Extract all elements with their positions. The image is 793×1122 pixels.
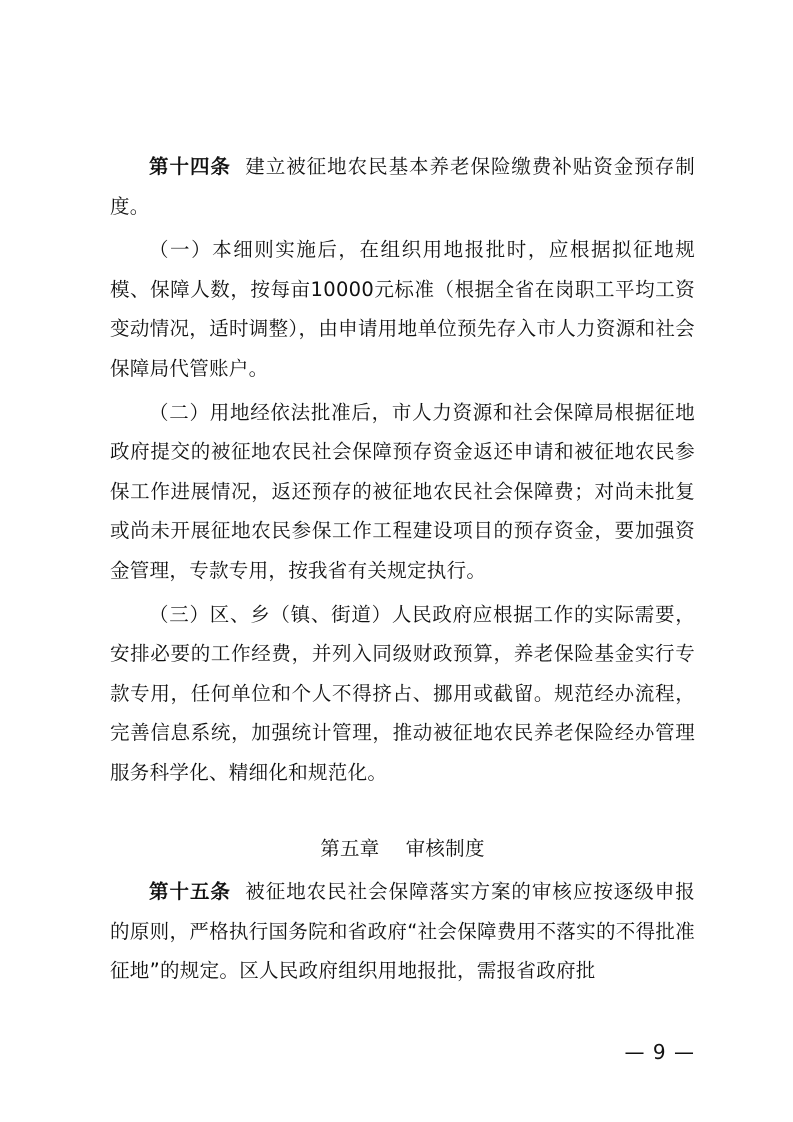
article-14-item-3: （三）区、乡（镇、街道）人民政府应根据工作的实际需要，安排必要的工作经费，并列入同级财政预算，养老保险基金实行专款专用，任何单位和个人不得挤占、挪用或截留。规范经办流程，完善信息系统，加强统计管理，推动被征地农民养老保险经办管理服务科学化、精细化和规范化。 (110, 602, 695, 784)
article-15-number: 第十五条 (149, 880, 231, 904)
chapter-5-heading: 第五章 审核制度 (320, 836, 485, 860)
article-14-text: 建立被征地农民基本养老保险缴费补贴资金预存制度。 (110, 155, 696, 218)
article-15-paragraph (110, 872, 695, 991)
article-14-item-1: （一）本细则实施后，在组织用地报批时，应根据拟征地规模、保障人数，按每亩10000元标准（根据全省在岗职工平均工资变动情况，适时调整），由申请用地单位预先存入市人力资源和社会保障局代管账户。 (110, 238, 695, 380)
article-14-number: 第十四条 (149, 155, 231, 178)
article-15-text: 被征地农民社会保障落实方案的审核应按逐级申报的原则，严格执行国务院和省政府“社会保障费用不落实的不得批准征地”的规定。区人民政府组织用地报批，需报省政府批 (110, 880, 696, 983)
article-14-paragraph (110, 147, 695, 226)
page-number: — 9 — (624, 1040, 695, 1064)
document-body (110, 147, 695, 995)
article-14-item-2: （二）用地经依法批准后，市人力资源和社会保障局根据征地政府提交的被征地农民社会保障预存资金返还申请和被征地农民参保工作进展情况，返还预存的被征地农民社会保障费；对尚未批复或尚未开展征地农民参保工作工程建设项目的预存资金，要加强资金管理，专款专用，按我省有关规定执行。 (110, 400, 695, 582)
